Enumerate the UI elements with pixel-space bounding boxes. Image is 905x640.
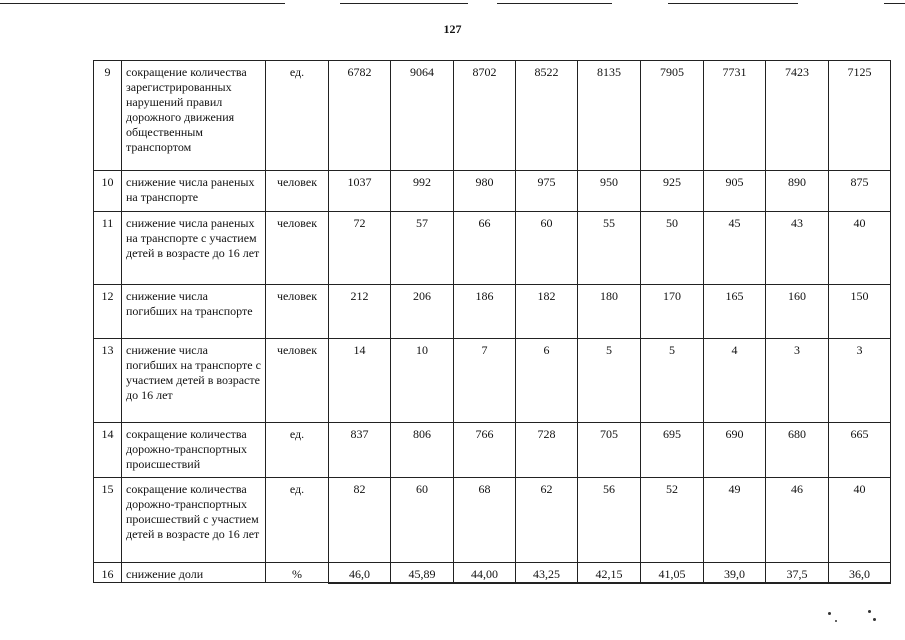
row-number: 9: [94, 61, 122, 171]
page-number: 127: [443, 22, 462, 36]
value-cell: 7905: [641, 61, 704, 171]
unit-cell: %: [266, 563, 329, 583]
unit-cell: человек: [266, 339, 329, 423]
value-cell: 40: [829, 212, 891, 285]
row-number: 16: [94, 563, 122, 583]
top-rule: [0, 3, 285, 4]
indicator-name: сокращение количества зарегистрированных нарушений правил дорожного движения общественным транспортом: [122, 61, 266, 171]
value-cell: 3: [829, 339, 891, 423]
unit-cell: ед.: [266, 478, 329, 563]
value-cell: 7125: [829, 61, 891, 171]
value-cell: 690: [704, 423, 766, 478]
value-cell: 50: [641, 212, 704, 285]
value-cell: 10: [391, 339, 454, 423]
table-row: [94, 61, 891, 171]
value-cell: 165: [704, 285, 766, 339]
value-cell: 950: [578, 171, 641, 212]
value-cell: 45,89: [391, 563, 454, 583]
value-cell: 837: [329, 423, 391, 478]
value-cell: 37,5: [766, 563, 829, 583]
value-cell: 40: [829, 478, 891, 563]
value-cell: 186: [454, 285, 516, 339]
unit-cell: человек: [266, 285, 329, 339]
value-cell: 180: [578, 285, 641, 339]
value-cell: 49: [704, 478, 766, 563]
value-cell: 39,0: [704, 563, 766, 583]
value-cell: 66: [454, 212, 516, 285]
row-number: 11: [94, 212, 122, 285]
value-cell: 5: [578, 339, 641, 423]
indicator-name: снижение доли: [122, 563, 266, 583]
indicator-name: сокращение количества дорожно-транспортных происшествий: [122, 423, 266, 478]
value-cell: 42,15: [578, 563, 641, 583]
unit-cell: человек: [266, 171, 329, 212]
value-cell: 44,00: [454, 563, 516, 583]
value-cell: 806: [391, 423, 454, 478]
value-cell: 68: [454, 478, 516, 563]
value-cell: 72: [329, 212, 391, 285]
value-cell: 7423: [766, 61, 829, 171]
table-row: [94, 285, 891, 339]
value-cell: 212: [329, 285, 391, 339]
value-cell: 6782: [329, 61, 391, 171]
scan-speck: [873, 618, 876, 621]
value-cell: 9064: [391, 61, 454, 171]
value-cell: 160: [766, 285, 829, 339]
unit-cell: ед.: [266, 423, 329, 478]
value-cell: 55: [578, 212, 641, 285]
value-cell: 82: [329, 478, 391, 563]
value-cell: 975: [516, 171, 578, 212]
value-cell: 1037: [329, 171, 391, 212]
top-rule: [668, 3, 798, 4]
value-cell: 5: [641, 339, 704, 423]
table-row: [94, 171, 891, 212]
scan-speck: [868, 610, 871, 613]
value-cell: 57: [391, 212, 454, 285]
value-cell: 875: [829, 171, 891, 212]
indicator-name: снижение числа погибших на транспорте: [122, 285, 266, 339]
row-number: 13: [94, 339, 122, 423]
value-cell: 980: [454, 171, 516, 212]
table-row: [94, 423, 891, 478]
value-cell: 46: [766, 478, 829, 563]
value-cell: 7731: [704, 61, 766, 171]
value-cell: 766: [454, 423, 516, 478]
indicator-name: сокращение количества дорожно-транспортных происшествий с участием детей в возрасте до 16 лет: [122, 478, 266, 563]
value-cell: 7: [454, 339, 516, 423]
value-cell: 43,25: [516, 563, 578, 583]
value-cell: 3: [766, 339, 829, 423]
row-number: 12: [94, 285, 122, 339]
indicators-table: [93, 60, 891, 584]
table-row: [94, 563, 891, 583]
table-row: [94, 478, 891, 563]
value-cell: 41,05: [641, 563, 704, 583]
indicator-name: снижение числа раненых на транспорте с участием детей в возрасте до 16 лет: [122, 212, 266, 285]
value-cell: 43: [766, 212, 829, 285]
row-number: 15: [94, 478, 122, 563]
scan-speck: [835, 620, 837, 622]
table-row: [94, 212, 891, 285]
value-cell: 206: [391, 285, 454, 339]
value-cell: 992: [391, 171, 454, 212]
value-cell: 60: [391, 478, 454, 563]
value-cell: 36,0: [829, 563, 891, 583]
value-cell: 890: [766, 171, 829, 212]
table-row: [94, 339, 891, 423]
top-rule: [497, 3, 612, 4]
value-cell: 14: [329, 339, 391, 423]
top-rule: [340, 3, 468, 4]
value-cell: 665: [829, 423, 891, 478]
value-cell: 8522: [516, 61, 578, 171]
value-cell: 62: [516, 478, 578, 563]
unit-cell: ед.: [266, 61, 329, 171]
value-cell: 728: [516, 423, 578, 478]
value-cell: 680: [766, 423, 829, 478]
row-number: 14: [94, 423, 122, 478]
unit-cell: человек: [266, 212, 329, 285]
value-cell: 8135: [578, 61, 641, 171]
row-number: 10: [94, 171, 122, 212]
value-cell: 46,0: [329, 563, 391, 583]
value-cell: 56: [578, 478, 641, 563]
scan-speck: [828, 612, 831, 615]
value-cell: 695: [641, 423, 704, 478]
value-cell: 182: [516, 285, 578, 339]
value-cell: 60: [516, 212, 578, 285]
value-cell: 6: [516, 339, 578, 423]
indicator-name: снижение числа погибших на транспорте с участием детей в возрасте до 16 лет: [122, 339, 266, 423]
value-cell: 45: [704, 212, 766, 285]
value-cell: 925: [641, 171, 704, 212]
value-cell: 52: [641, 478, 704, 563]
value-cell: 8702: [454, 61, 516, 171]
value-cell: 4: [704, 339, 766, 423]
value-cell: 170: [641, 285, 704, 339]
indicator-name: снижение числа раненых на транспорте: [122, 171, 266, 212]
value-cell: 705: [578, 423, 641, 478]
value-cell: 150: [829, 285, 891, 339]
top-rule: [884, 3, 905, 4]
value-cell: 905: [704, 171, 766, 212]
